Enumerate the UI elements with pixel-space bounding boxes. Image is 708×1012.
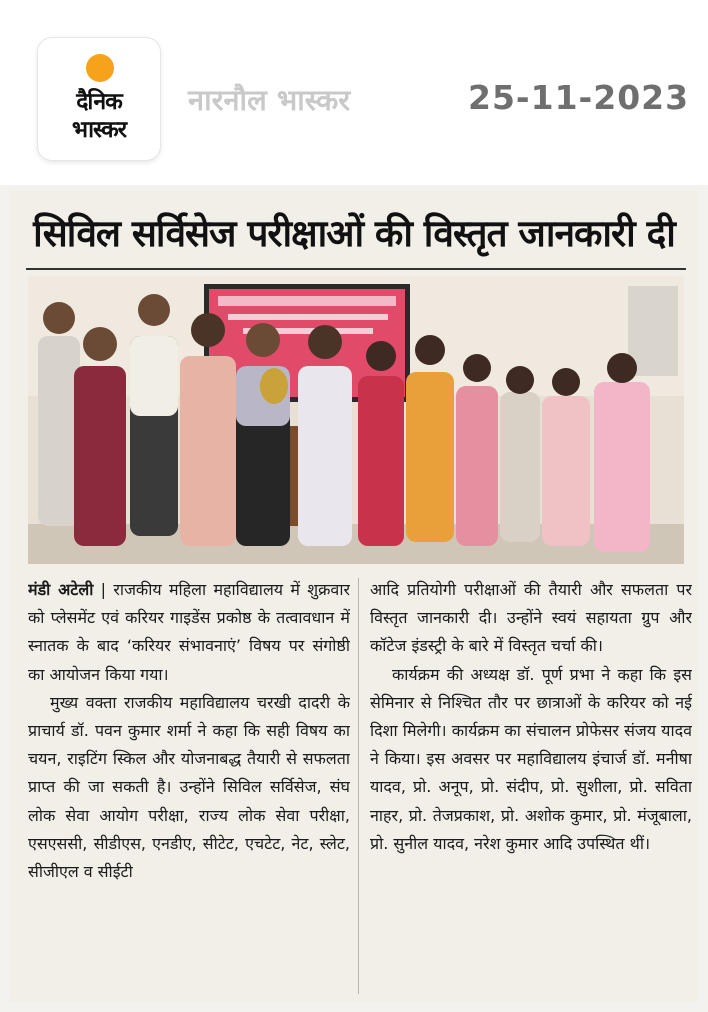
logo-line-1: दैनिक	[76, 89, 122, 115]
dainik-bhaskar-logo	[38, 38, 160, 160]
edition-name: नारनौल भास्कर	[188, 83, 351, 117]
paragraph-3: आदि प्रतियोगी परीक्षाओं की तैयारी और सफलता पर विस्तृत जानकारी दी। उन्होंने स्वयं सहायता ग्रुप और कॉटेज इंडस्ट्री के बारे में विस्तृत चर्चा की।	[370, 580, 692, 656]
article-headline: सिविल सर्विसेज परीक्षाओं की विस्तृत जानकारी दी	[33, 212, 675, 255]
publication-date: 25-11-2023	[468, 78, 690, 117]
sun-icon	[86, 54, 114, 82]
header	[0, 0, 708, 185]
group-photo-illustration	[28, 276, 684, 564]
headline-rule	[26, 268, 686, 270]
paragraph-4: कार्यक्रम की अध्यक्ष डॉ. पूर्ण प्रभा ने कहा कि इस सेमिनार से निश्चित तौर पर छात्राओं के करियर को नई दिशा मिलेगी। कार्यक्रम का संचालन प्रोफेसर संजय यादव ने किया। इस अवसर पर महाविद्यालय इंचार्ज डॉ. मनीषा यादव, प्रो. अनूप, प्रो. संदीप, प्रो. सुशीला, प्रो. सविता नाहर, प्रो. तेजप्रकाश, प्रो. अशोक कुमार, प्रो. मंजूबाला, प्रो. सुनील यादव, नरेश कुमार आदि उपस्थित थीं।	[370, 664, 692, 853]
logo-line-2: भास्कर	[71, 117, 127, 143]
paragraph-1-text: राजकीय महिला महाविद्यालय में शुक्रवार को प्लेसमेंट एवं करियर गाइडेंस प्रकोष्ठ के तत्वावधान में स्नातक के बाद ‘करियर संभावनाएं’ विषय पर संगोष्ठी का आयोजन किया गया।	[28, 580, 350, 684]
paragraph-2: मुख्य वक्ता राजकीय महाविद्यालय चरखी दादरी के प्राचार्य डॉ. पवन कुमार शर्मा ने कहा कि सही विषय का चयन, राइटिंग स्किल और योजनाबद्ध तैयारी से सफलता प्राप्त की जा सकती है। उन्होंने सिविल सर्विसेज, संघ लोक सेवा आयोग परीक्षा, राज्य लोक सेवा परीक्षा, एसएससी, सीडीएस, एनडीए, सीटेट, एचटेट, नेट, स्लेट, सीजीएल व सीईटी	[28, 692, 350, 882]
dateline: मंडी अटेली	[28, 580, 94, 599]
article-column-1	[28, 576, 350, 996]
event-photo	[28, 276, 684, 564]
paragraph-1: मंडी अटेली | राजकीय महिला महाविद्यालय में शुक्रवार को प्लेसमेंट एवं करियर गाइडेंस प्रकोष्ठ के तत्वावधान में स्नातक के बाद ‘करियर संभावनाएं’ विषय पर संगोष्ठी का आयोजन किया गया।	[28, 580, 350, 684]
column-divider	[358, 578, 359, 994]
article-column-2	[370, 576, 692, 996]
